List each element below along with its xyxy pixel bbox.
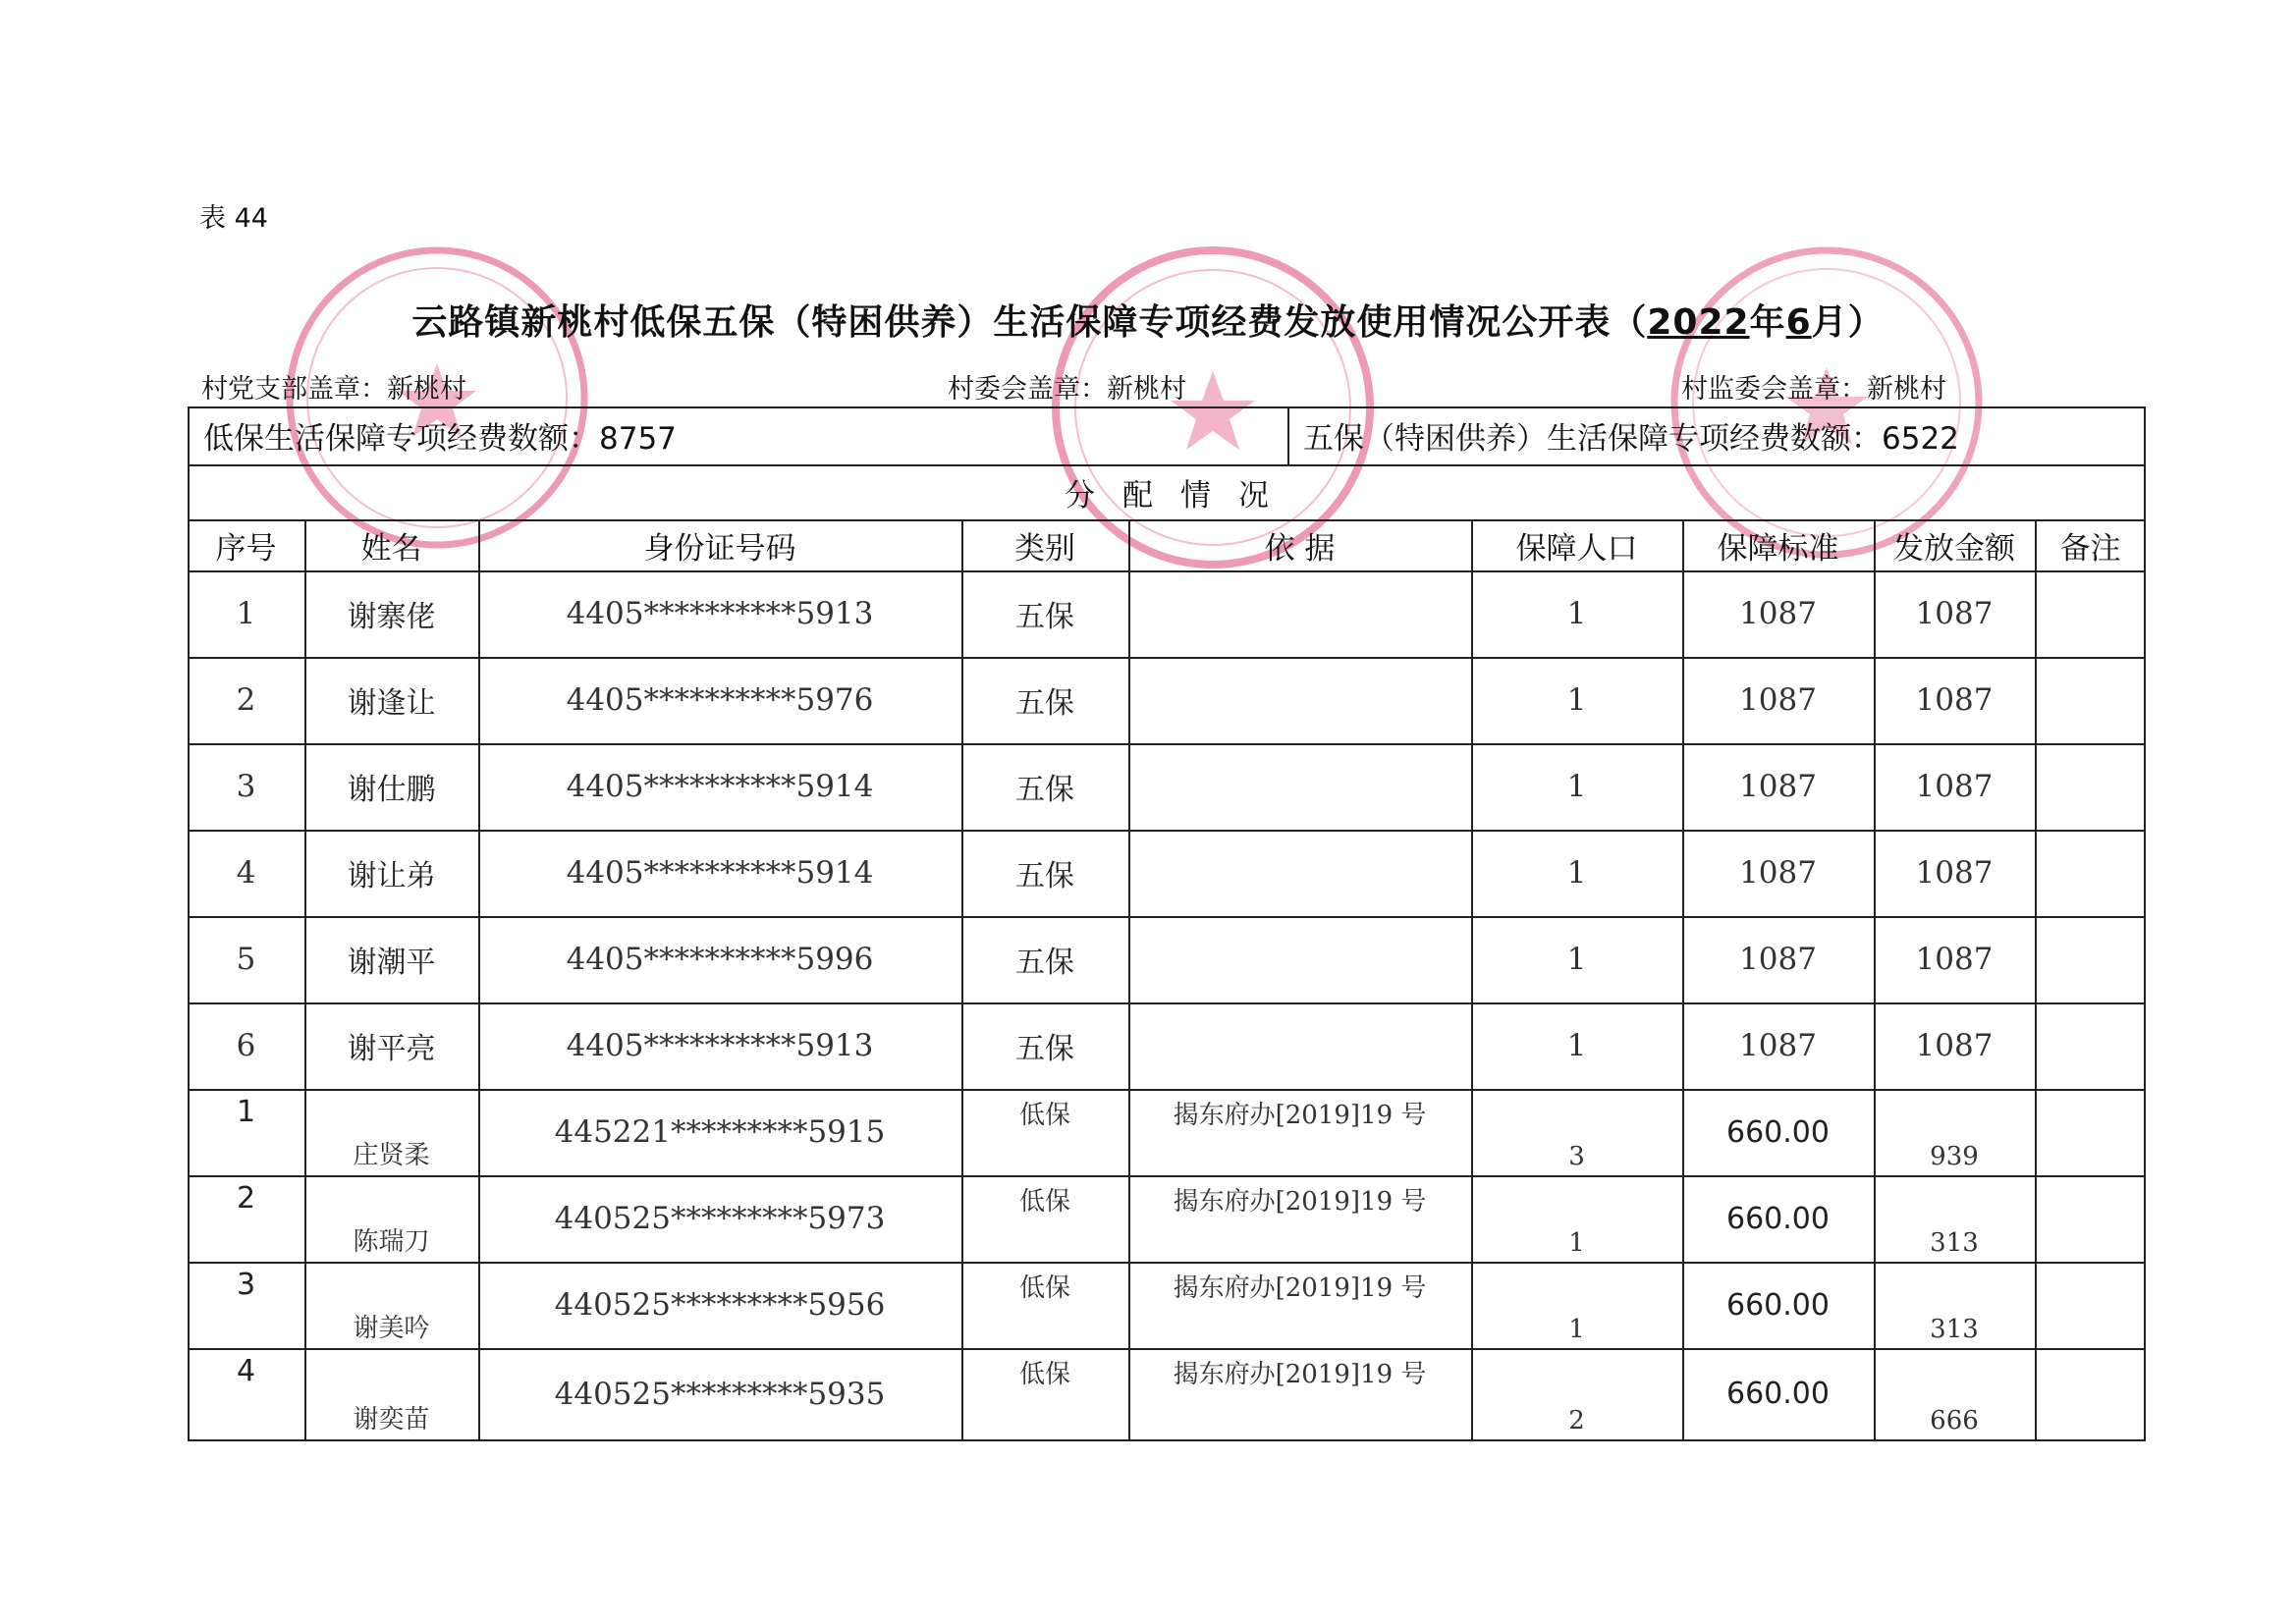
dibao-note	[2035, 1089, 2146, 1175]
wubao-fund-total: 五保（特困供养）生活保障专项经费数额：6522	[1303, 421, 1959, 457]
wubao-note	[2035, 657, 2146, 743]
wubao-person-name: 谢平亮	[347, 1032, 436, 1066]
wubao-basis	[1128, 570, 1471, 657]
allocation-table	[188, 406, 2146, 1439]
supervision-committee-stamp-label: 村监委会盖章：新桃村	[1681, 374, 1946, 405]
dibao-standard-amount: 660.00	[1726, 1377, 1830, 1411]
wubao-person-name: 谢仕鹏	[347, 773, 436, 807]
dibao-note	[2035, 1262, 2146, 1348]
dibao-note	[2035, 1348, 2146, 1439]
dibao-fund-total: 低保生活保障专项经费数额：8757	[203, 421, 677, 457]
wubao-covered-people: 1	[1566, 769, 1587, 804]
title-year-unit: 年	[1749, 302, 1786, 343]
col-header-people: 保障人口	[1515, 530, 1638, 567]
dibao-paid-amount: 313	[1930, 1228, 1979, 1258]
wubao-standard-amount: 1087	[1739, 682, 1817, 718]
wubao-category: 五保	[1015, 773, 1074, 807]
dibao-covered-people: 2	[1568, 1406, 1585, 1435]
dibao-paid-amount: 939	[1930, 1142, 1979, 1171]
dibao-id-number: 440525*********5956	[554, 1287, 886, 1323]
wubao-category: 五保	[1015, 946, 1074, 980]
wubao-id-number: 4405**********5914	[566, 769, 874, 804]
document-title	[0, 295, 2296, 345]
wubao-basis	[1128, 830, 1471, 916]
wubao-category: 五保	[1015, 686, 1074, 721]
wubao-standard-amount: 1087	[1739, 1028, 1817, 1063]
wubao-person-name: 谢逢让	[347, 686, 436, 721]
wubao-basis	[1128, 916, 1471, 1002]
wubao-paid-amount: 1087	[1915, 855, 1994, 891]
allocation-heading: 分配情况	[1065, 477, 1296, 514]
col-header-no: 序号	[215, 530, 277, 567]
wubao-id-number: 4405**********5913	[566, 1028, 874, 1063]
horizontal-rule	[188, 1439, 2146, 1441]
wubao-note	[2035, 916, 2146, 1002]
wubao-paid-amount: 1087	[1915, 682, 1994, 718]
wubao-person-name: 谢寨佬	[347, 600, 436, 634]
dibao-row-number: 1	[236, 1095, 256, 1129]
dibao-note	[2035, 1175, 2146, 1262]
wubao-id-number: 4405**********5914	[566, 855, 874, 891]
title-year: 2022	[1647, 302, 1750, 343]
col-header-standard: 保障标准	[1717, 530, 1839, 567]
dibao-paid-amount: 666	[1930, 1406, 1979, 1435]
wubao-standard-amount: 1087	[1739, 942, 1817, 977]
wubao-basis	[1128, 1002, 1471, 1089]
wubao-note	[2035, 570, 2146, 657]
table-number-label: 表 44	[199, 203, 268, 234]
wubao-person-name: 谢让弟	[347, 859, 436, 893]
dibao-basis: 揭东府办[2019]19 号	[1173, 1273, 1427, 1303]
wubao-paid-amount: 1087	[1915, 1028, 1994, 1063]
village-committee-stamp-label: 村委会盖章：新桃村	[948, 374, 1186, 405]
wubao-row-number: 4	[236, 855, 256, 891]
wubao-row-number: 2	[236, 682, 256, 718]
wubao-note	[2035, 743, 2146, 830]
wubao-standard-amount: 1087	[1739, 596, 1817, 631]
dibao-standard-amount: 660.00	[1726, 1114, 1830, 1150]
dibao-person-name: 庄贤柔	[353, 1141, 430, 1170]
wubao-id-number: 4405**********5913	[566, 596, 874, 631]
wubao-covered-people: 1	[1566, 942, 1587, 977]
wubao-paid-amount: 1087	[1915, 769, 1994, 804]
dibao-basis: 揭东府办[2019]19 号	[1173, 1187, 1427, 1217]
wubao-standard-amount: 1087	[1739, 855, 1817, 891]
wubao-category: 五保	[1015, 859, 1074, 893]
wubao-note	[2035, 830, 2146, 916]
dibao-row-number: 2	[236, 1181, 256, 1216]
col-header-basis: 依 据	[1264, 530, 1336, 567]
title-prefix: 云路镇新桃村低保五保（特困供养）生活保障专项经费发放使用情况公开表（	[411, 302, 1648, 343]
title-month-unit: 月）	[1811, 302, 1885, 343]
dibao-id-number: 440525*********5935	[554, 1376, 886, 1412]
dibao-category: 低保	[1018, 1101, 1070, 1130]
wubao-row-number: 3	[236, 769, 256, 804]
wubao-row-number: 1	[236, 596, 256, 631]
wubao-covered-people: 1	[1566, 855, 1587, 891]
dibao-id-number: 440525*********5973	[554, 1201, 886, 1236]
dibao-row-number: 3	[236, 1268, 256, 1302]
wubao-row-number: 5	[236, 942, 256, 977]
wubao-id-number: 4405**********5976	[566, 682, 874, 718]
dibao-paid-amount: 313	[1930, 1315, 1979, 1344]
dibao-basis: 揭东府办[2019]19 号	[1173, 1360, 1427, 1389]
party-branch-stamp-label: 村党支部盖章：新桃村	[201, 374, 466, 405]
col-header-id-number: 身份证号码	[643, 530, 796, 567]
wubao-paid-amount: 1087	[1915, 942, 1994, 977]
dibao-basis: 揭东府办[2019]19 号	[1173, 1101, 1427, 1130]
wubao-basis	[1128, 657, 1471, 743]
dibao-row-number: 4	[236, 1354, 256, 1388]
dibao-person-name: 谢奕苗	[353, 1405, 430, 1435]
wubao-basis	[1128, 743, 1471, 830]
wubao-covered-people: 1	[1566, 682, 1587, 718]
col-header-note: 备注	[2059, 530, 2121, 567]
dibao-category: 低保	[1018, 1187, 1070, 1217]
dibao-id-number: 445221*********5915	[554, 1114, 886, 1150]
wubao-covered-people: 1	[1566, 596, 1587, 631]
title-month: 6	[1785, 302, 1812, 343]
wubao-covered-people: 1	[1566, 1028, 1587, 1063]
dibao-person-name: 陈瑞刀	[353, 1227, 430, 1257]
col-header-amount: 发放金额	[1893, 530, 2015, 567]
dibao-category: 低保	[1018, 1360, 1070, 1389]
wubao-paid-amount: 1087	[1915, 596, 1994, 631]
col-header-category: 类别	[1014, 530, 1075, 567]
dibao-covered-people: 1	[1568, 1315, 1585, 1344]
wubao-note	[2035, 1002, 2146, 1089]
col-header-name: 姓名	[360, 530, 422, 567]
dibao-standard-amount: 660.00	[1726, 1287, 1830, 1323]
wubao-person-name: 谢潮平	[347, 946, 436, 980]
wubao-row-number: 6	[236, 1028, 256, 1063]
wubao-standard-amount: 1087	[1739, 769, 1817, 804]
dibao-standard-amount: 660.00	[1726, 1201, 1830, 1236]
wubao-category: 五保	[1015, 600, 1074, 634]
dibao-person-name: 谢美吟	[353, 1314, 430, 1343]
wubao-id-number: 4405**********5996	[566, 942, 874, 977]
dibao-covered-people: 1	[1568, 1228, 1585, 1258]
wubao-category: 五保	[1015, 1032, 1074, 1066]
dibao-category: 低保	[1018, 1273, 1070, 1303]
dibao-covered-people: 3	[1568, 1142, 1585, 1171]
